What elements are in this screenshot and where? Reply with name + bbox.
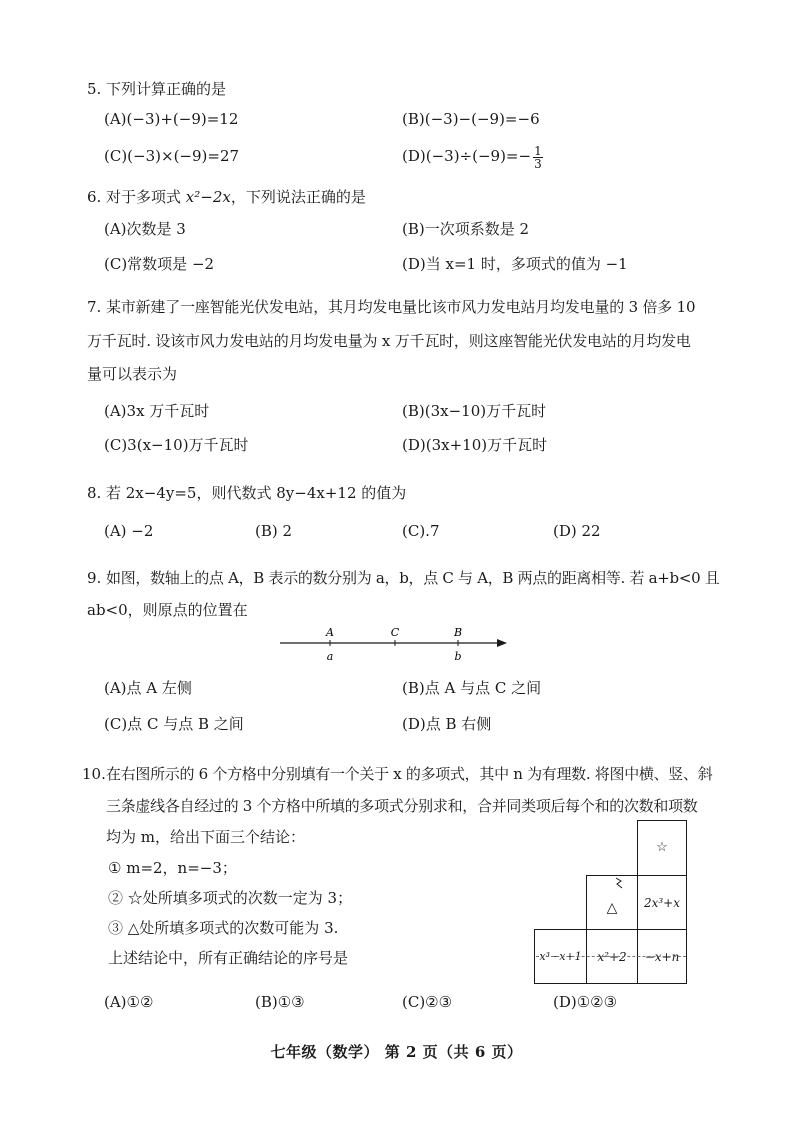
number-line-figure	[278, 622, 514, 664]
q10-line-1: 在右图所示的 6 个方格中分别填有一个关于 x 的多项式，其中 n 为有理数. 将图中横、竖、斜	[106, 765, 713, 783]
point-label-c: C	[390, 626, 400, 639]
grid-cell-mid-right	[637, 875, 687, 930]
q5-option-b: (B)(−3)−(−9)=−6	[402, 110, 540, 128]
q8-option-d: (D) 22	[553, 522, 601, 540]
q6-option-b: (B)一次项系数是 2	[402, 220, 530, 238]
q6-option-c: (C)常数项是 −2	[104, 255, 215, 273]
q8-option-a: (A) −2	[104, 522, 154, 540]
triangle-icon: △	[606, 899, 618, 916]
q7-option-b: (B)(3x−10)万千瓦时	[402, 402, 547, 420]
q10-number: 10.	[82, 765, 106, 783]
q6-option-a: (A)次数是 3	[104, 220, 186, 238]
value-label-b: b	[454, 650, 462, 663]
q6-stem-pre: 对于多项式	[106, 188, 186, 206]
q6-stem	[106, 187, 366, 207]
q5-option-d-fraction	[533, 145, 543, 170]
grid-cell-star	[637, 820, 687, 876]
q10-prompt: 上述结论中，所有正确结论的序号是	[108, 949, 349, 967]
q5-number: 5.	[87, 80, 102, 98]
q5-option-d	[402, 140, 543, 172]
q10-conclusion-2: ② ☆处所填多项式的次数一定为 3；	[108, 889, 353, 907]
point-label-b: B	[453, 626, 463, 639]
cell-text-bottom-right: −x+n	[644, 949, 680, 964]
q10-line-3: 均为 m，给出下面三个结论：	[106, 828, 305, 846]
q9-number: 9.	[87, 569, 102, 587]
q9-option-d: (D)点 B 右侧	[402, 715, 492, 733]
star-icon: ☆	[656, 840, 668, 855]
q8-number: 8.	[87, 484, 102, 502]
q7-line-3: 量可以表示为	[87, 365, 178, 383]
q8-stem: 若 2x−4y=5，则代数式 8y−4x+12 的值为	[106, 484, 407, 502]
q7-number: 7.	[87, 298, 102, 316]
q10-conclusion-1: ① m=2，n=−3；	[108, 859, 237, 877]
squiggle-mark-icon	[616, 878, 622, 888]
grid-cell-triangle	[586, 875, 638, 930]
page-footer: 七年级（数学） 第 2 页（共 6 页）	[270, 1043, 523, 1061]
q10-option-c: (C)②③	[402, 993, 453, 1011]
cell-text-bottom-left: x³−x+1	[539, 949, 582, 963]
q10-option-a: (A)①②	[104, 993, 154, 1011]
q5-option-c: (C)(−3)×(−9)=27	[104, 147, 240, 165]
q10-line-2: 三条虚线各自经过的 3 个方格中所填的多项式分别求和，合并同类项后每个和的次数和项数	[106, 797, 698, 815]
arrow-head-icon	[497, 639, 507, 647]
cell-text-bottom-mid: x²+2	[597, 949, 627, 964]
q5-stem: 下列计算正确的是	[106, 80, 227, 98]
q7-option-d: (D)(3x+10)万千瓦时	[402, 436, 548, 454]
value-label-a: a	[326, 650, 334, 663]
q9-line-2: ab<0，则原点的位置在	[87, 601, 248, 619]
q10-conclusion-3: ③ △处所填多项式的次数可能为 3.	[108, 919, 339, 937]
q7-line-2: 万千瓦时. 设该市风力发电站的月均发电量为 x 万千瓦时，则这座智能光伏发电站的月均发电	[87, 332, 691, 350]
dashed-horizontal-line	[536, 956, 686, 957]
q6-option-d: (D)当 x=1 时，多项式的值为 −1	[402, 255, 628, 273]
q5-option-a: (A)(−3)+(−9)=12	[104, 110, 239, 128]
point-label-a: A	[326, 626, 334, 639]
q7-option-c: (C)3(x−10)万千瓦时	[104, 436, 249, 454]
q6-stem-post: ，下列说法正确的是	[230, 188, 366, 206]
q8-option-b: (B) 2	[255, 522, 293, 540]
q9-option-a: (A)点 A 左侧	[104, 679, 192, 697]
q10-option-b: (B)①③	[255, 993, 305, 1011]
q6-number: 6.	[87, 188, 102, 206]
q7-line-1: 某市新建了一座智能光伏发电站，其月均发电量比该市风力发电站月均发电量的 3 倍多 10	[106, 298, 696, 316]
q10-option-d: (D)①②③	[553, 993, 618, 1011]
q6-stem-expr: x²−2x	[185, 188, 231, 206]
dashed-diagonal-mark	[614, 877, 624, 889]
cell-text-mid-right: 2x³+x	[643, 895, 681, 910]
q5-option-d-prefix: (D)(−3)÷(−9)=−	[402, 147, 532, 165]
q9-line-1: 如图，数轴上的点 A，B 表示的数分别为 a，b，点 C 与 A，B 两点的距离相等. 若 a+b<0 且	[106, 569, 720, 587]
q9-option-c: (C)点 C 与点 B 之间	[104, 715, 244, 733]
q9-option-b: (B)点 A 与点 C 之间	[402, 679, 542, 697]
q8-option-c: (C).7	[402, 522, 440, 540]
fraction-numerator: 1	[534, 143, 542, 158]
fraction-denominator: 3	[534, 156, 542, 171]
q7-option-a: (A)3x 万千瓦时	[104, 402, 210, 420]
